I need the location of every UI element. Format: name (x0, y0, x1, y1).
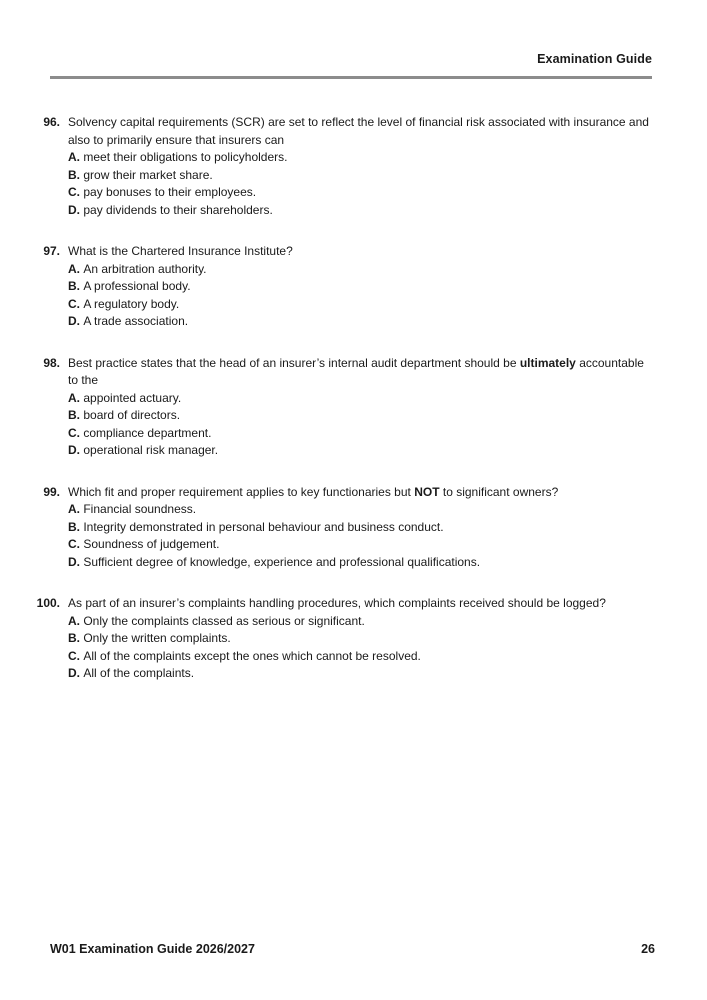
option-text: A professional body. (83, 279, 191, 293)
option-text: A regulatory body. (83, 296, 180, 311)
questions-list (30, 114, 655, 683)
option-text: An arbitration authority. (83, 261, 207, 276)
question-block (30, 355, 655, 460)
option-text: All of the complaints. (83, 666, 195, 680)
option-letter: B. (68, 167, 84, 182)
header-rule (50, 76, 652, 79)
question-body (68, 114, 653, 219)
option-row (68, 202, 653, 220)
question-number: 99. (43, 484, 60, 499)
stem-segment: Which fit and proper requirement applies to key functionaries but (68, 484, 415, 499)
option-row (68, 442, 653, 460)
option-letter: D. (68, 554, 84, 569)
question-block (30, 243, 655, 331)
option-row (68, 390, 653, 408)
option-row (68, 519, 653, 537)
question-number: 98. (43, 355, 60, 370)
option-letter: A. (68, 613, 84, 628)
question-block (30, 595, 655, 683)
stem-segment: Best practice states that the head of an insurer’s internal audit department should be (68, 355, 520, 370)
option-text: compliance department. (83, 425, 212, 440)
option-letter: D. (68, 666, 84, 680)
page-footer (50, 941, 655, 957)
stem-segment: ultimately (519, 355, 576, 370)
option-text: Integrity demonstrated in personal behaviour and business conduct. (83, 519, 444, 534)
stem-segment: Solvency capital requirements (SCR) are set to reflect the level of financial risk associated with insurance and also to primarily ensure that insurers can (68, 115, 649, 147)
question-stem (68, 595, 653, 613)
option-letter: A. (68, 150, 84, 164)
footer-page-number: 26 (641, 942, 655, 956)
question-body (68, 355, 653, 460)
option-letter: B. (68, 279, 84, 293)
page-header (0, 0, 707, 68)
option-row (68, 665, 653, 683)
stem-segment: As part of an insurer’s complaints handling procedures, which complaints received should be logged? (68, 596, 606, 610)
option-text: Only the written complaints. (83, 631, 231, 645)
option-row (68, 501, 653, 519)
option-letter: B. (68, 631, 84, 645)
option-text: Sufficient degree of knowledge, experience and professional qualifications. (83, 554, 481, 569)
question-number: 96. (43, 115, 60, 129)
option-letter: C. (68, 648, 84, 663)
option-text: Only the complaints classed as serious or significant. (83, 613, 365, 628)
question-number: 100. (36, 596, 60, 610)
option-row (68, 407, 653, 425)
option-text: appointed actuary. (83, 390, 182, 405)
question-body (68, 484, 653, 572)
option-letter: D. (68, 443, 84, 457)
option-row (68, 536, 653, 554)
option-row (68, 278, 653, 296)
option-letter: C. (68, 425, 84, 440)
option-letter: C. (68, 185, 84, 199)
option-row (68, 184, 653, 202)
option-letter: D. (68, 202, 84, 217)
option-row (68, 425, 653, 443)
option-text: operational risk manager. (83, 443, 219, 457)
option-text: meet their obligations to policyholders. (83, 150, 288, 164)
option-row (68, 313, 653, 331)
question-block (30, 114, 655, 219)
option-row (68, 630, 653, 648)
question-stem (68, 114, 653, 149)
option-text: A trade association. (83, 314, 189, 328)
option-text: pay bonuses to their employees. (83, 185, 257, 199)
option-text: grow their market share. (83, 167, 213, 182)
question-stem (68, 355, 653, 390)
option-text: board of directors. (83, 408, 181, 422)
option-row (68, 554, 653, 572)
question-number: 97. (43, 244, 60, 258)
question-body (68, 243, 653, 331)
footer-document-title: W01 Examination Guide 2026/2027 (50, 942, 255, 956)
option-row (68, 613, 653, 631)
option-text: pay dividends to their shareholders. (83, 202, 273, 217)
option-letter: A. (68, 390, 84, 405)
option-row (68, 648, 653, 666)
option-letter: A. (68, 502, 84, 516)
option-letter: A. (68, 261, 84, 276)
option-text: Financial soundness. (83, 502, 197, 516)
option-letter: C. (68, 296, 84, 311)
option-row (68, 149, 653, 167)
header-title: Examination Guide (537, 52, 652, 66)
option-letter: C. (68, 537, 84, 551)
question-stem (68, 243, 653, 261)
option-row (68, 261, 653, 279)
stem-segment: accountable to the (68, 355, 644, 387)
option-row (68, 167, 653, 185)
option-letter: B. (68, 408, 84, 422)
option-text: Soundness of judgement. (83, 537, 220, 551)
question-body (68, 595, 653, 683)
question-block (30, 484, 655, 572)
question-stem (68, 484, 653, 502)
option-text: All of the complaints except the ones which cannot be resolved. (83, 648, 421, 663)
stem-segment: NOT (414, 484, 440, 499)
option-row (68, 296, 653, 314)
stem-segment: What is the Chartered Insurance Institute? (68, 244, 293, 258)
stem-segment: to significant owners? (439, 484, 559, 499)
option-letter: D. (68, 314, 84, 328)
option-letter: B. (68, 519, 84, 534)
